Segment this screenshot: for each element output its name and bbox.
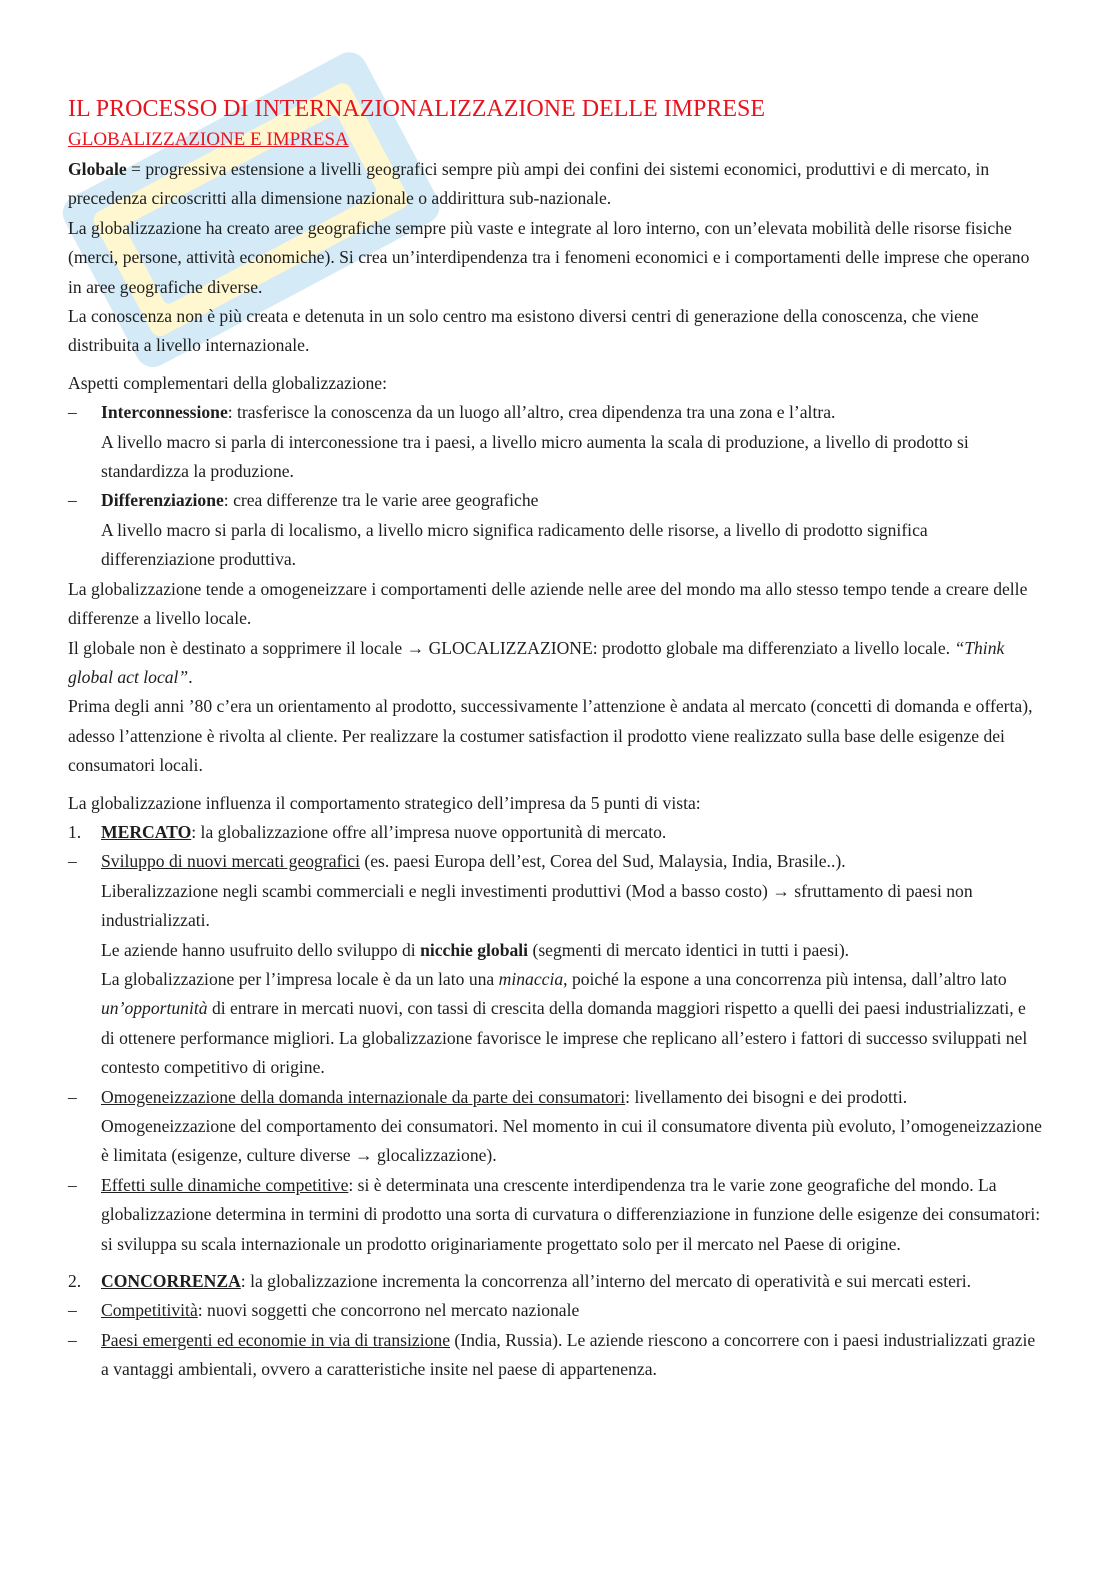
list-item-competitivita: – Competitività: nuovi soggetti che concorrono nel mercato nazionale bbox=[68, 1296, 1043, 1325]
list-item-sviluppo: – Sviluppo di nuovi mercati geografici (es. paesi Europa dell’est, Corea del Sud, Malaysia, India, Brasile..). Liberalizzazione negli scambi commerciali e negli investimenti produttivi (Mod a basso costo) → sfruttamento di paesi non industrializzati. Le aziende hanno usufruito dello sviluppo di nicchie globali (segmenti di mercato identici in tutti i paesi). La globalizzazione per l’impresa locale è da un lato una minaccia, poiché la espone a una concorrenza più intensa, dall’altro lato un’opportunità di entrare in mercati nuovi, con tassi di crescita della domanda maggiori rispetto a quelli dei paesi industrializzati, e di ottenere performance migliori. La globalizzazione favorisce le imprese che replicano all’estero i fattori di successo sviluppati nel contesto competitivo di origine. bbox=[68, 847, 1043, 1082]
dash-marker: – bbox=[68, 1300, 77, 1321]
paragraph-globalizzazione: La globalizzazione ha creato aree geografiche sempre più vaste e integrate al loro interno, con un’elevata mobilità delle risorse fisiche (merci, persone, attività economiche). Si crea un’interdipendenza tra i fenomeni economici e i comportamenti delle imprese che operano in aree geografiche diverse. bbox=[68, 217, 1030, 297]
arrow-icon: → bbox=[406, 637, 425, 658]
dash-marker: – bbox=[68, 1174, 77, 1195]
list-item-omogeneizzazione: – Omogeneizzazione della domanda internazionale da parte dei consumatori: livellamento dei bisogni e dei prodotti. Omogeneizzazione del comportamento dei consumatori. Nel momento in cui il consumatore diventa più evoluto, l’omogeneizzazione è limitata (esigenze, culture diverse → glocalizzazione). bbox=[68, 1083, 1043, 1171]
paragraph-omogeneizzare: La globalizzazione tende a omogeneizzare i comportamenti delle aziende nelle aree del mondo ma allo stesso tempo tende a creare delle differenze a livello locale. bbox=[68, 578, 1028, 629]
dash-marker: – bbox=[68, 851, 77, 872]
paragraph-glocalizzazione: Il globale non è destinato a sopprimere il locale → GLOCALIZZAZIONE: prodotto globale ma differenziato a livello locale. “Think global act local”. bbox=[68, 637, 1005, 687]
section-title: GLOBALIZZAZIONE E IMPRESA bbox=[68, 129, 349, 150]
numbered-item-mercato: 1. MERCATO: la globalizzazione offre all’impresa nuove opportunità di mercato. bbox=[68, 821, 667, 842]
dash-marker: – bbox=[68, 1329, 77, 1350]
numbered-item-concorrenza: 2. CONCORRENZA: la globalizzazione incrementa la concorrenza all’interno del mercato di operatività e sui mercati esteri. bbox=[68, 1271, 972, 1292]
paragraph-anni-80: Prima degli anni ’80 c’era un orientamento al prodotto, successivamente l’attenzione è andata al mercato (concetti di domanda e offerta), adesso l’attenzione è rivolta al cliente. Per realizzare la costumer satisfaction il prodotto viene realizzato sulla base delle esigenze dei consumatori locali. bbox=[68, 696, 1033, 776]
dash-marker: – bbox=[68, 402, 77, 423]
list-item-paesi-emergenti: – Paesi emergenti ed economie in via di transizione (India, Russia). Le aziende riescono a concorrere con i paesi industrializzati grazie a vantaggi ambientali, ovvero a caratteristiche insite nel paese di appartenenza. bbox=[68, 1326, 1043, 1385]
list-item-effetti: – Effetti sulle dinamiche competitive: si è determinata una crescente interdipendenza tra le varie zone geografiche del mondo. La globalizzazione determina in termini di prodotto una sorta di curvatura o differenziazione in funzione delle esigenze dei consumatori: si sviluppa su scala internazionale un prodotto originariamente progettato solo per il mercato nel Paese di origine. bbox=[68, 1171, 1043, 1259]
paragraph-punti-di-vista: La globalizzazione influenza il comportamento strategico dell’impresa da 5 punti di vista: bbox=[68, 792, 701, 813]
paragraph-globale: Globale = progressiva estensione a livelli geografici sempre più ampi dei confini dei sistemi economici, produttivi e di mercato, in precedenza circoscritti alla dimensione nazionale o addirittura sub-nazionale. bbox=[68, 159, 990, 209]
dash-marker: – bbox=[68, 490, 77, 511]
arrow-icon: → bbox=[355, 1145, 373, 1166]
aspects-intro: Aspetti complementari della globalizzazione: bbox=[68, 372, 388, 393]
document-page bbox=[68, 92, 1043, 1385]
paragraph-conoscenza: La conoscenza non è più creata e detenuta in un solo centro ma esistono diversi centri di generazione della conoscenza, che viene distribuita a livello internazionale. bbox=[68, 306, 979, 356]
document-title: IL PROCESSO DI INTERNAZIONALIZZAZIONE DELLE IMPRESE bbox=[68, 96, 766, 122]
list-item-differenziazione: – Differenziazione: crea differenze tra le varie aree geografiche A livello macro si parla di localismo, a livello micro significa radicamento delle risorse, a livello di prodotto significa differenziazione produttiva. bbox=[68, 486, 1043, 574]
dash-marker: – bbox=[68, 1086, 77, 1107]
list-item-interconnessione: – Interconnessione: trasferisce la conoscenza da un luogo all’altro, crea dipendenza tra una zona e l’altra. A livello macro si parla di interconessione tra i paesi, a livello micro aumenta la scala di produzione, a livello di prodotto si standardizza la produzione. bbox=[68, 398, 1043, 486]
arrow-icon: → bbox=[772, 880, 790, 901]
